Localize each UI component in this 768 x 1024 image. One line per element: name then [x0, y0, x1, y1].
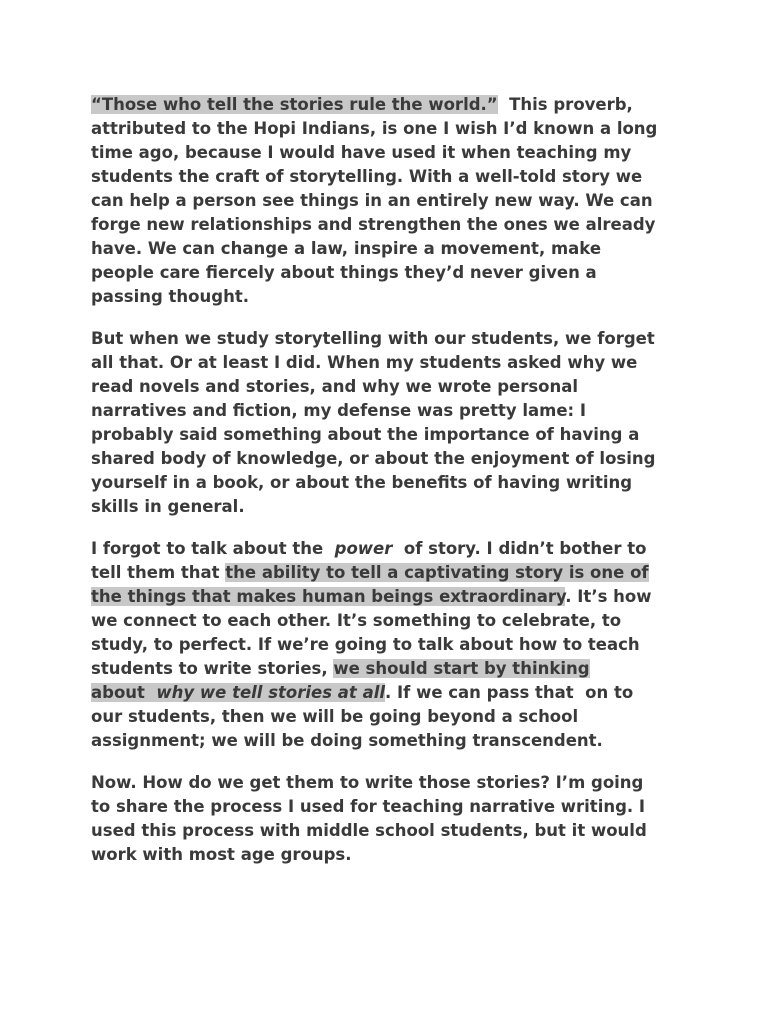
- text-run: . If we can pass that on to: [385, 683, 634, 702]
- text-run: people care fiercely about things they’d never given a: [91, 263, 597, 282]
- text-line: [91, 495, 681, 519]
- highlighted-text: we should start by thinking: [333, 659, 590, 678]
- highlighted-text: the things that makes human beings extraordinary: [91, 587, 566, 606]
- text-run: yourself in a book, or about the benefits of having writing: [91, 473, 633, 492]
- text-line: [91, 213, 681, 237]
- text-run: students to write stories,: [91, 659, 334, 678]
- text-run: students the craft of storytelling. With a well-told story we: [91, 167, 643, 186]
- text-line: [91, 237, 681, 261]
- italic-text: power: [334, 539, 393, 558]
- text-line: [91, 261, 681, 285]
- text-line: [91, 327, 681, 351]
- highlighted-text: why we tell stories at all: [156, 683, 386, 702]
- text-run: have. We can change a law, inspire a movement, make: [91, 239, 602, 258]
- text-run: skills in general.: [91, 497, 245, 516]
- text-run: . It’s how: [565, 587, 652, 606]
- paragraph: [91, 93, 681, 309]
- text-run: passing thought.: [91, 287, 249, 306]
- text-run: our students, then we will be going beyond a school: [91, 707, 579, 726]
- text-line: [91, 471, 681, 495]
- text-run: This proverb,: [497, 95, 633, 114]
- text-line: [91, 189, 681, 213]
- paragraph: [91, 537, 681, 753]
- text-line: [91, 561, 681, 585]
- highlighted-text: “Those who tell the stories rule the world.”: [91, 95, 498, 114]
- text-run: narratives and fiction, my defense was pretty lame: I: [91, 401, 587, 420]
- text-line: [91, 681, 681, 705]
- text-line: [91, 423, 681, 447]
- text-line: [91, 351, 681, 375]
- text-line: [91, 843, 681, 867]
- text-line: [91, 93, 681, 117]
- text-run: attributed to the Hopi Indians, is one I wish I’d known a long: [91, 119, 658, 138]
- text-run: Now. How do we get them to write those stories? I’m going: [91, 773, 644, 792]
- text-run: time ago, because I would have used it when teaching my: [91, 143, 632, 162]
- paragraph: [91, 327, 681, 519]
- text-line: [91, 609, 681, 633]
- paragraph: [91, 771, 681, 867]
- text-line: [91, 657, 681, 681]
- text-run: study, to perfect. If we’re going to talk about how to teach: [91, 635, 640, 654]
- text-line: [91, 705, 681, 729]
- text-run: read novels and stories, and why we wrote personal: [91, 377, 579, 396]
- text-line: [91, 447, 681, 471]
- text-line: [91, 399, 681, 423]
- text-run: we connect to each other. It’s something to celebrate, to: [91, 611, 622, 630]
- text-run: shared body of knowledge, or about the enjoyment of losing: [91, 449, 656, 468]
- text-run: used this process with middle school students, but it would: [91, 821, 647, 840]
- text-run: work with most age groups.: [91, 845, 352, 864]
- text-line: [91, 141, 681, 165]
- text-line: [91, 117, 681, 141]
- text-run: tell them that: [91, 563, 226, 582]
- text-run: all that. Or at least I did. When my students asked why we: [91, 353, 638, 372]
- text-line: [91, 375, 681, 399]
- text-line: [91, 633, 681, 657]
- text-line: [91, 819, 681, 843]
- text-run: assignment; we will be doing something transcendent.: [91, 731, 603, 750]
- text-run: to share the process I used for teaching narrative writing. I: [91, 797, 646, 816]
- highlighted-text: the ability to tell a captivating story is one of: [225, 563, 649, 582]
- text-line: [91, 537, 681, 561]
- highlighted-text: about: [91, 683, 157, 702]
- text-line: [91, 795, 681, 819]
- text-run: can help a person see things in an entirely new way. We can: [91, 191, 653, 210]
- text-line: [91, 771, 681, 795]
- text-run: But when we study storytelling with our students, we forget: [91, 329, 655, 348]
- document-body: [91, 93, 681, 885]
- text-line: [91, 585, 681, 609]
- text-run: forge new relationships and strengthen the ones we already: [91, 215, 656, 234]
- text-line: [91, 285, 681, 309]
- text-run: of story. I didn’t bother to: [392, 539, 647, 558]
- text-run: I forgot to talk about the: [91, 539, 335, 558]
- text-line: [91, 165, 681, 189]
- text-run: probably said something about the importance of having a: [91, 425, 640, 444]
- text-line: [91, 729, 681, 753]
